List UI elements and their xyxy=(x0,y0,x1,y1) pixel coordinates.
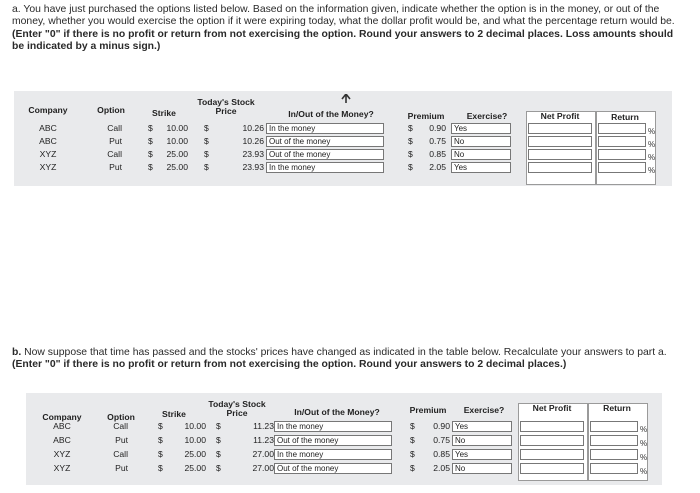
row-strike-value: 10.00 xyxy=(166,136,188,146)
header-company: Company xyxy=(42,412,82,422)
row-company: ABC xyxy=(39,123,57,133)
header-stock-price-line2: Price xyxy=(226,408,248,418)
row-company: ABC xyxy=(53,421,71,431)
row-strike-value: 25.00 xyxy=(166,162,188,172)
row-price-value: 10.26 xyxy=(242,136,264,146)
row-strike-dollar: $ xyxy=(148,123,153,133)
net-profit-input[interactable] xyxy=(520,449,584,460)
row-price-dollar: $ xyxy=(204,162,209,172)
return-input[interactable] xyxy=(590,449,638,460)
header-exercise: Exercise? xyxy=(466,111,508,121)
exercise-dropdown[interactable]: Yes xyxy=(452,421,512,432)
row-premium-dollar: $ xyxy=(410,463,415,473)
header-company: Company xyxy=(28,105,68,115)
part-b-label: b. xyxy=(12,347,22,358)
net-profit-input[interactable] xyxy=(528,136,592,147)
row-option: Call xyxy=(107,123,122,133)
header-money: In/Out of the Money? xyxy=(288,109,374,119)
row-strike-value: 10.00 xyxy=(184,435,206,445)
net-profit-input[interactable] xyxy=(528,123,592,134)
row-premium-value: 2.05 xyxy=(429,162,446,172)
money-dropdown[interactable]: In the money xyxy=(266,162,384,173)
row-premium-dollar: $ xyxy=(408,149,413,159)
row-option: Call xyxy=(107,149,122,159)
header-money: In/Out of the Money? xyxy=(294,407,380,417)
row-strike-value: 10.00 xyxy=(184,421,206,431)
row-company: XYZ xyxy=(39,162,57,172)
row-strike-value: 25.00 xyxy=(166,149,188,159)
row-price-value: 11.23 xyxy=(253,435,274,445)
exercise-dropdown[interactable]: Yes xyxy=(452,449,512,460)
exercise-dropdown[interactable]: No xyxy=(451,136,511,147)
row-premium-value: 0.75 xyxy=(429,136,446,146)
money-dropdown[interactable]: In the money xyxy=(274,421,392,432)
row-strike-dollar: $ xyxy=(148,136,153,146)
part-b-table xyxy=(26,393,662,485)
return-input[interactable] xyxy=(590,435,638,446)
row-strike-dollar: $ xyxy=(158,421,163,431)
row-premium-value: 2.05 xyxy=(433,463,450,473)
row-strike-dollar: $ xyxy=(158,435,163,445)
row-percent-sign: % xyxy=(648,166,656,175)
exercise-dropdown[interactable]: Yes xyxy=(451,123,511,134)
row-price-dollar: $ xyxy=(216,421,221,431)
net-profit-input[interactable] xyxy=(528,149,592,160)
row-strike-value: 25.00 xyxy=(184,463,206,473)
exercise-dropdown[interactable]: No xyxy=(451,149,511,160)
header-stock-price-line2: Price xyxy=(215,106,237,116)
header-return: Return xyxy=(603,403,631,413)
mouse-cursor-icon xyxy=(340,94,352,106)
row-option: Put xyxy=(115,435,128,445)
row-option: Call xyxy=(113,421,128,431)
row-price-value: 27.00 xyxy=(252,463,274,473)
row-premium-value: 0.75 xyxy=(433,435,450,445)
row-option: Call xyxy=(113,449,128,459)
part-b-instructions xyxy=(12,347,688,372)
row-premium-dollar: $ xyxy=(408,136,413,146)
row-strike-dollar: $ xyxy=(148,162,153,172)
header-net-profit: Net Profit xyxy=(532,403,572,413)
row-premium-dollar: $ xyxy=(410,449,415,459)
row-strike-value: 25.00 xyxy=(184,449,206,459)
row-company: ABC xyxy=(53,435,71,445)
header-option: Option xyxy=(107,412,135,422)
row-premium-dollar: $ xyxy=(410,435,415,445)
row-price-value: 23.93 xyxy=(242,162,264,172)
header-exercise: Exercise? xyxy=(463,405,505,415)
row-premium-dollar: $ xyxy=(408,162,413,172)
row-company: XYZ xyxy=(39,149,57,159)
row-price-dollar: $ xyxy=(204,123,209,133)
part-b-instructions-text: Now suppose that time has passed and the stocks' prices have changed as indicated in the table below. Recalculate your answers to part a. xyxy=(21,347,667,358)
net-profit-input[interactable] xyxy=(520,421,584,432)
row-price-dollar: $ xyxy=(216,463,221,473)
header-premium: Premium xyxy=(409,405,447,415)
exercise-dropdown[interactable]: Yes xyxy=(451,162,511,173)
row-price-value: 10.26 xyxy=(242,123,264,133)
return-input[interactable] xyxy=(598,123,646,134)
return-input[interactable] xyxy=(590,421,638,432)
row-strike-dollar: $ xyxy=(158,463,163,473)
row-price-dollar: $ xyxy=(204,136,209,146)
row-percent-sign: % xyxy=(640,425,648,434)
row-premium-value: 0.90 xyxy=(429,123,446,133)
row-price-dollar: $ xyxy=(216,449,221,459)
row-percent-sign: % xyxy=(648,127,656,136)
row-percent-sign: % xyxy=(640,467,648,476)
header-option: Option xyxy=(97,105,125,115)
part-a-instructions xyxy=(12,4,688,54)
row-premium-value: 0.90 xyxy=(433,421,450,431)
row-premium-dollar: $ xyxy=(408,123,413,133)
row-strike-dollar: $ xyxy=(148,149,153,159)
part-a-instructions-bold: (Enter "0" if there is no profit or return from not exercising the option. Round your answers to 2 decimal places. Loss amounts should be indicated by a minus sign.) xyxy=(12,28,674,53)
row-option: Put xyxy=(109,162,122,172)
header-premium: Premium xyxy=(407,111,445,121)
row-percent-sign: % xyxy=(648,153,656,162)
part-b-instructions-bold: (Enter "0" if there is no profit or return from not exercising the option. Round your answers to 2 decimal places.) xyxy=(12,359,567,371)
row-price-dollar: $ xyxy=(204,149,209,159)
money-dropdown[interactable]: In the money xyxy=(274,449,392,460)
return-input[interactable] xyxy=(598,136,646,147)
row-premium-value: 0.85 xyxy=(433,449,450,459)
row-price-value: 11.23 xyxy=(253,421,274,431)
row-option: Put xyxy=(109,136,122,146)
return-input[interactable] xyxy=(598,162,646,173)
net-profit-input[interactable] xyxy=(520,463,584,474)
row-price-value: 23.93 xyxy=(242,149,264,159)
row-percent-sign: % xyxy=(648,140,656,149)
row-price-dollar: $ xyxy=(216,435,221,445)
money-dropdown[interactable]: Out of the money xyxy=(266,136,384,147)
money-dropdown[interactable]: In the money xyxy=(266,123,384,134)
row-strike-value: 10.00 xyxy=(166,123,188,133)
money-dropdown[interactable]: Out of the money xyxy=(274,435,392,446)
money-dropdown[interactable]: Out of the money xyxy=(266,149,384,160)
net-profit-input[interactable] xyxy=(528,162,592,173)
row-percent-sign: % xyxy=(640,453,648,462)
net-profit-input[interactable] xyxy=(520,435,584,446)
return-input[interactable] xyxy=(590,463,638,474)
row-company: XYZ xyxy=(53,463,71,473)
exercise-dropdown[interactable]: No xyxy=(452,435,512,446)
money-dropdown[interactable]: Out of the money xyxy=(274,463,392,474)
row-company: XYZ xyxy=(53,449,71,459)
header-stock-price-line1: Today's Stock xyxy=(208,399,266,409)
part-a-instructions-text: a. You have just purchased the options listed below. Based on the information given, indicate whether the option is in the money, or out of the money, whether you would exercise the option if it were expiring today, what the dollar profit would be, and what the percentage return would be. xyxy=(12,4,675,28)
header-strike: Strike xyxy=(162,409,186,419)
row-company: ABC xyxy=(39,136,57,146)
header-stock-price-line1: Today's Stock xyxy=(197,97,255,107)
header-net-profit: Net Profit xyxy=(540,111,580,121)
row-option: Put xyxy=(115,463,128,473)
row-premium-dollar: $ xyxy=(410,421,415,431)
row-percent-sign: % xyxy=(640,439,648,448)
header-return: Return xyxy=(611,112,639,122)
row-strike-dollar: $ xyxy=(158,449,163,459)
row-price-value: 27.00 xyxy=(252,449,274,459)
return-input[interactable] xyxy=(598,149,646,160)
header-strike: Strike xyxy=(152,108,176,118)
row-premium-value: 0.85 xyxy=(429,149,446,159)
exercise-dropdown[interactable]: No xyxy=(452,463,512,474)
